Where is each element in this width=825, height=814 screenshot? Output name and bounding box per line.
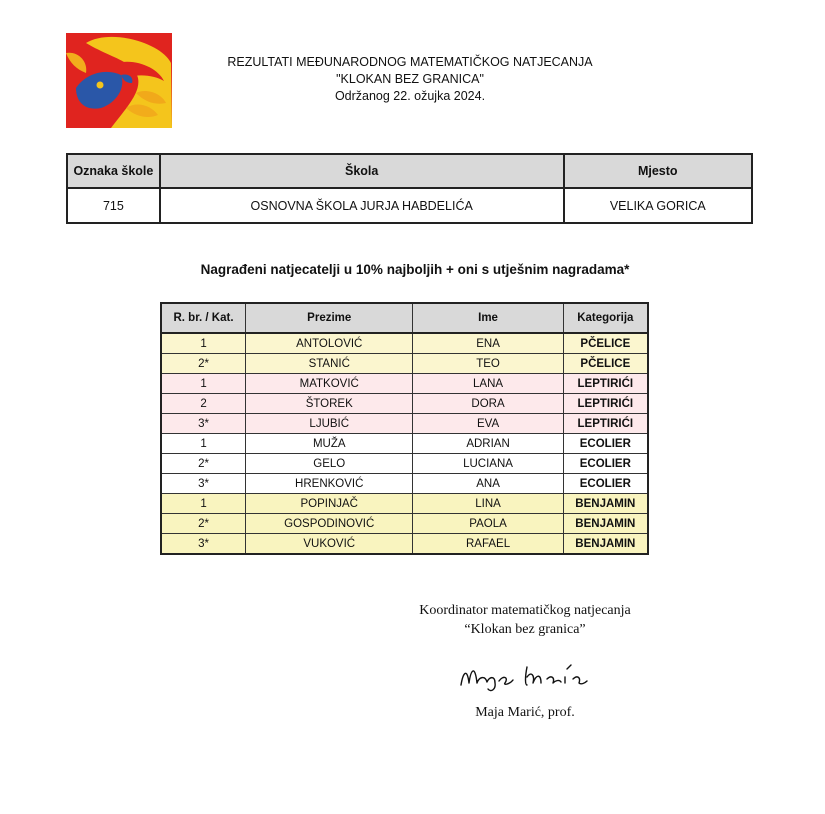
column-header-rank: R. br. / Kat. [161,303,246,333]
category-cell: PČELICE [563,333,648,354]
name-cell: RAFAEL [413,534,563,555]
surname-cell: MATKOVIĆ [246,374,413,394]
coordinator-title: Koordinator matematičkog natjecanja [419,603,631,618]
table-row [161,354,648,374]
rank-cell: 3* [161,534,246,555]
table-row [161,414,648,434]
surname-cell: LJUBIĆ [246,414,413,434]
name-cell: EVA [413,414,563,434]
school-place: VELIKA GORICA [564,188,752,223]
kangaroo-logo-icon [66,33,172,128]
klokan-logo [66,33,172,128]
table-row [161,374,648,394]
rank-cell: 2* [161,514,246,534]
name-cell: TEO [413,354,563,374]
rank-cell: 2 [161,394,246,414]
school-table [66,153,753,224]
document-header [200,54,620,105]
signature [455,655,595,695]
category-cell: LEPTIRIĆI [563,394,648,414]
surname-cell: POPINJAČ [246,494,413,514]
name-cell: ENA [413,333,563,354]
results-table [160,302,649,555]
school-code: 715 [67,188,160,223]
name-cell: ADRIAN [413,434,563,454]
table-row [161,494,648,514]
column-header-school: Škola [160,154,564,188]
rank-cell: 1 [161,374,246,394]
rank-cell: 2* [161,354,246,374]
name-cell: DORA [413,394,563,414]
surname-cell: MUŽA [246,434,413,454]
handwritten-signature-icon [455,655,595,695]
school-table-header [67,154,752,188]
header-subtitle: "KLOKAN BEZ GRANICA" [336,72,484,86]
coordinator-block [380,601,670,639]
rank-cell: 1 [161,434,246,454]
category-cell: ECOLIER [563,434,648,454]
surname-cell: ŠTOREK [246,394,413,414]
table-row [161,434,648,454]
surname-cell: GOSPODINOVIĆ [246,514,413,534]
surname-cell: HRENKOVIĆ [246,474,413,494]
school-row [67,188,752,223]
name-cell: ANA [413,474,563,494]
column-header-place: Mjesto [564,154,752,188]
coordinator-name: Maja Marić, prof. [475,705,575,720]
column-header-school-code: Oznaka škole [67,154,160,188]
surname-cell: STANIĆ [246,354,413,374]
coordinator-subtitle: “Klokan bez granica” [464,622,586,637]
column-header-category: Kategorija [563,303,648,333]
rank-cell: 1 [161,494,246,514]
column-header-name: Ime [413,303,563,333]
category-cell: PČELICE [563,354,648,374]
category-cell: BENJAMIN [563,514,648,534]
category-cell: BENJAMIN [563,534,648,555]
table-row [161,454,648,474]
category-cell: ECOLIER [563,474,648,494]
name-cell: LUCIANA [413,454,563,474]
header-title: REZULTATI MEĐUNARODNOG MATEMATIČKOG NATJECANJA [227,55,593,69]
school-name: OSNOVNA ŠKOLA JURJA HABDELIĆA [160,188,564,223]
category-cell: LEPTIRIĆI [563,414,648,434]
table-row [161,534,648,555]
name-cell: LANA [413,374,563,394]
header-date: Održanog 22. ožujka 2024. [334,89,486,103]
rank-cell: 2* [161,454,246,474]
category-cell: LEPTIRIĆI [563,374,648,394]
category-cell: ECOLIER [563,454,648,474]
results-title: Nagrađeni natjecatelji u 10% najboljih + oni s utješnim nagradama* [200,262,630,277]
surname-cell: ANTOLOVIĆ [246,333,413,354]
table-row [161,394,648,414]
table-row [161,474,648,494]
surname-cell: VUKOVIĆ [246,534,413,555]
column-header-surname: Prezime [246,303,413,333]
results-table-header [161,303,648,333]
results-body [161,333,648,554]
table-row [161,514,648,534]
name-cell: PAOLA [413,514,563,534]
table-row [161,333,648,354]
name-cell: LINA [413,494,563,514]
rank-cell: 3* [161,414,246,434]
rank-cell: 1 [161,333,246,354]
category-cell: BENJAMIN [563,494,648,514]
rank-cell: 3* [161,474,246,494]
surname-cell: GELO [246,454,413,474]
